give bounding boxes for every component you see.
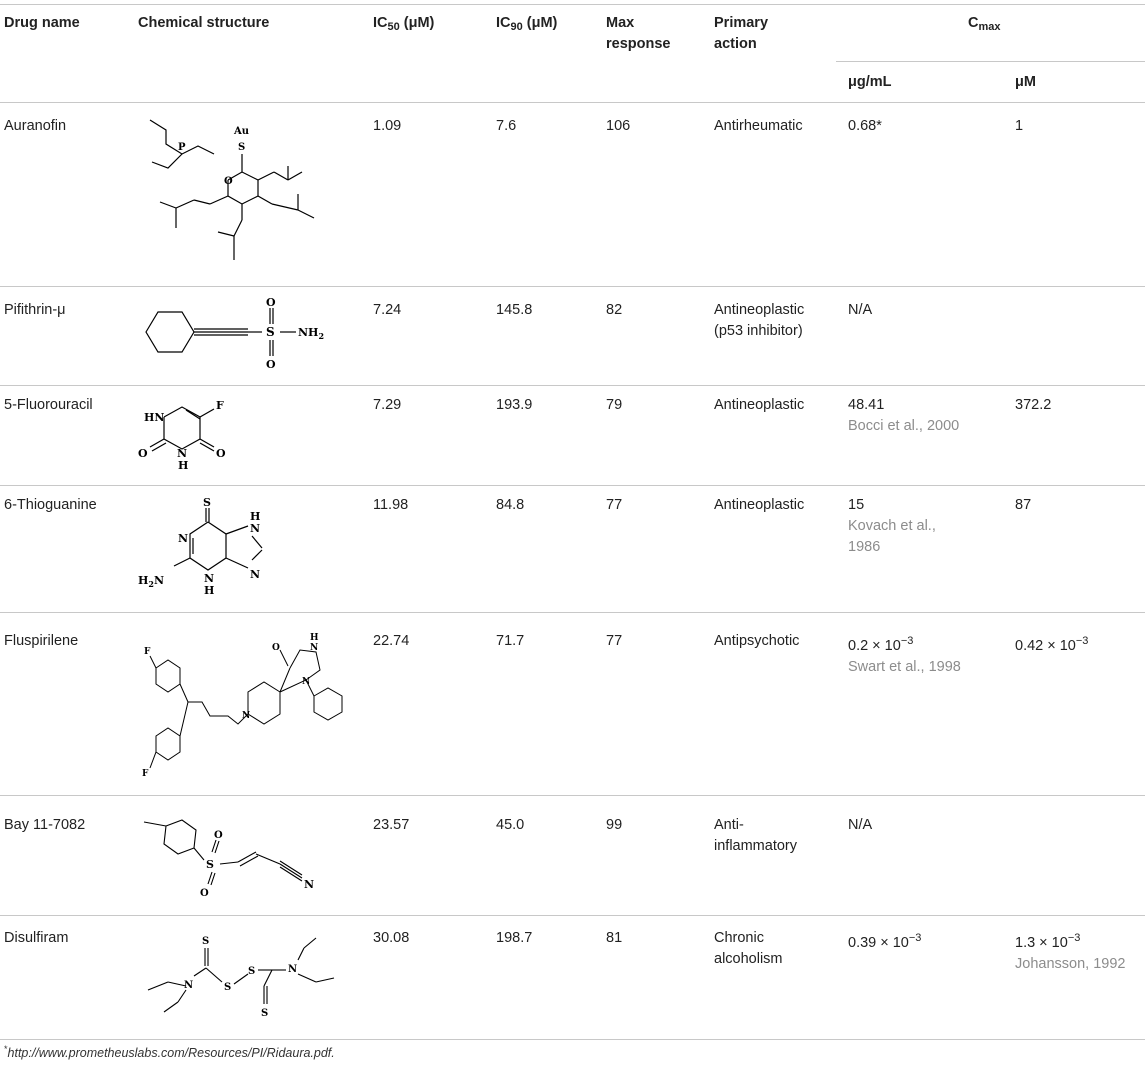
oxygen-label: O bbox=[200, 888, 209, 899]
ic90-value: 193.9 bbox=[496, 397, 533, 413]
header-chemical-structure: Chemical structure bbox=[138, 15, 270, 31]
ic50-value: 23.57 bbox=[373, 817, 410, 833]
citation: Johansson, 1992 bbox=[1015, 956, 1126, 972]
ic50-value: 7.24 bbox=[373, 302, 402, 318]
gold-label: Au bbox=[234, 126, 250, 137]
bay-11-7082-structure bbox=[138, 812, 338, 912]
primary-action: Antineoplastic (p53 inhibitor) bbox=[714, 302, 805, 339]
thione-sulfur-label: S bbox=[202, 936, 210, 947]
sulfur-label: S bbox=[248, 966, 256, 977]
cmax-mass: 15 Kovach et al., 1986 bbox=[848, 495, 978, 558]
cmax-mass: N/A bbox=[848, 302, 873, 318]
fluorine-label: F bbox=[144, 647, 151, 657]
nitrogen-label: N bbox=[204, 572, 215, 585]
citation: Kovach et al., 1986 bbox=[848, 518, 936, 555]
oxygen-label: O bbox=[216, 447, 226, 460]
row-divider bbox=[0, 485, 1145, 486]
cmax-molar: $0.42 \times 10^{-3}$ bbox=[1015, 635, 1089, 654]
drug-name: Auranofin bbox=[4, 118, 67, 134]
drug-name: Disulfiram bbox=[4, 930, 69, 946]
footnote-link[interactable]: http://www.prometheuslabs.com/Resources/PI/Ridaura.pdf. bbox=[7, 1046, 335, 1060]
cmax-molar: $1.3 \times 10^{-3}$ Johansson, 1992 bbox=[1015, 928, 1125, 975]
header-cmax: $C_{max}$ bbox=[968, 15, 1001, 33]
max-response-value: 106 bbox=[606, 118, 631, 134]
row-divider bbox=[0, 385, 1145, 386]
drug-name: Pifithrin-μ bbox=[4, 302, 66, 318]
nitrogen-label: N bbox=[250, 522, 261, 535]
drug-name: Bay 11-7082 bbox=[4, 817, 86, 833]
header-bottom-rule bbox=[0, 102, 1145, 103]
row-divider bbox=[0, 795, 1145, 796]
oxygen-label: O bbox=[272, 643, 280, 653]
nitrogen-label: N bbox=[177, 447, 188, 460]
nitrogen-label: N bbox=[250, 568, 261, 581]
row-divider bbox=[0, 286, 1145, 287]
amine-label: $NH_2$ bbox=[298, 326, 325, 341]
table-top-rule bbox=[0, 4, 1145, 5]
primary-action: Chronic alcoholism bbox=[714, 930, 783, 967]
header-cmax-unit-mass: μg/mL bbox=[848, 74, 892, 90]
primary-action: Antipsychotic bbox=[714, 633, 800, 649]
ic90-value: 45.0 bbox=[496, 817, 525, 833]
row-divider bbox=[0, 915, 1145, 916]
sulfur-label: S bbox=[224, 982, 232, 993]
nitrogen-label: N bbox=[302, 677, 311, 687]
max-response-value: 82 bbox=[606, 302, 623, 318]
disulfiram-structure bbox=[138, 930, 348, 1030]
max-response-value: 81 bbox=[606, 930, 623, 946]
ic50-value: 30.08 bbox=[373, 930, 410, 946]
ic90-value: 71.7 bbox=[496, 633, 525, 649]
cmax-mass: N/A bbox=[848, 817, 873, 833]
primary-action: Antineoplastic bbox=[714, 397, 805, 413]
primary-action: Antirheumatic bbox=[714, 118, 803, 134]
header-ic50: $IC_{50}$ (μM) bbox=[373, 15, 435, 33]
auranofin-structure bbox=[138, 110, 348, 280]
hydrogen-label: H bbox=[178, 459, 189, 472]
amino-label: $H_2N$ bbox=[138, 574, 165, 589]
cmax-subheader-rule bbox=[836, 61, 1145, 62]
ic90-value: 145.8 bbox=[496, 302, 533, 318]
hydrogen-label: H bbox=[310, 633, 319, 643]
thione-sulfur-label: S bbox=[203, 496, 211, 509]
fluorine-label: F bbox=[142, 769, 149, 779]
cmax-mass: $0.2 \times 10^{-3}$ Swart et al., 1998 bbox=[848, 631, 961, 678]
hydrogen-label: H bbox=[204, 584, 215, 597]
header-ic90: $IC_{90}$ (μM) bbox=[496, 15, 558, 33]
drug-name: 6-Thioguanine bbox=[4, 497, 97, 513]
fluorine-label: F bbox=[216, 399, 224, 412]
nitrogen-label: N bbox=[184, 980, 194, 991]
ic90-value: 198.7 bbox=[496, 930, 533, 946]
header-max-response: Max response bbox=[606, 15, 671, 52]
piperidine-nitrogen-label: N bbox=[242, 711, 251, 721]
ic90-value: 7.6 bbox=[496, 118, 517, 134]
phosphorus-label: P bbox=[178, 142, 186, 153]
header-drug-name: Drug name bbox=[4, 15, 80, 31]
nitrile-nitrogen-label: N bbox=[304, 878, 315, 891]
max-response-value: 99 bbox=[606, 817, 623, 833]
sulfonyl-sulfur-label: S bbox=[266, 325, 275, 339]
nitrogen-label: N bbox=[178, 532, 189, 545]
cmax-mass: $0.39 \times 10^{-3}$ bbox=[848, 932, 922, 951]
table-bottom-rule bbox=[0, 1039, 1145, 1040]
drug-name: Fluspirilene bbox=[4, 633, 79, 649]
max-response-value: 77 bbox=[606, 497, 623, 513]
cmax-molar: 87 bbox=[1015, 497, 1032, 513]
nh-label: HN bbox=[144, 411, 165, 424]
sulfur-label: S bbox=[238, 142, 246, 153]
citation: Bocci et al., 2000 bbox=[848, 418, 960, 434]
thione-sulfur-label: S bbox=[261, 1008, 269, 1019]
cmax-mass: 48.41 Bocci et al., 2000 bbox=[848, 395, 959, 437]
primary-action: Antineoplastic bbox=[714, 497, 805, 513]
nitrogen-label: N bbox=[310, 643, 319, 653]
oxygen-label: O bbox=[214, 830, 223, 841]
hydrogen-label: H bbox=[250, 510, 261, 523]
pifithrin-structure bbox=[138, 294, 338, 374]
fluspirilene-structure bbox=[138, 628, 348, 793]
drug-name: 5-Fluorouracil bbox=[4, 397, 93, 413]
max-response-value: 77 bbox=[606, 633, 623, 649]
cmax-molar: 372.2 bbox=[1015, 397, 1052, 413]
header-primary-action: Primary action bbox=[714, 15, 769, 52]
cmax-mass: 0.68* bbox=[848, 118, 882, 134]
ic90-value: 84.8 bbox=[496, 497, 525, 513]
table-footnote: *http://www.prometheuslabs.com/Resources/PI/Ridaura.pdf. bbox=[4, 1044, 335, 1060]
ic50-value: 1.09 bbox=[373, 118, 402, 134]
fluorouracil-structure bbox=[138, 395, 248, 475]
primary-action: Anti-inflammatory bbox=[714, 817, 797, 854]
oxygen-label: O bbox=[266, 358, 276, 371]
ic50-value: 22.74 bbox=[373, 633, 410, 649]
header-cmax-unit-molar: μM bbox=[1015, 74, 1036, 90]
cmax-molar: 1 bbox=[1015, 118, 1024, 134]
ic50-value: 7.29 bbox=[373, 397, 402, 413]
ring-oxygen-label: O bbox=[224, 176, 233, 187]
sulfonyl-sulfur-label: S bbox=[206, 858, 214, 871]
nitrogen-label: N bbox=[288, 964, 298, 975]
oxygen-label: O bbox=[266, 296, 276, 309]
row-divider bbox=[0, 612, 1145, 613]
thioguanine-structure bbox=[138, 492, 278, 607]
oxygen-label: O bbox=[138, 447, 148, 460]
max-response-value: 79 bbox=[606, 397, 623, 413]
ic50-value: 11.98 bbox=[373, 497, 409, 513]
citation: Swart et al., 1998 bbox=[848, 659, 961, 675]
